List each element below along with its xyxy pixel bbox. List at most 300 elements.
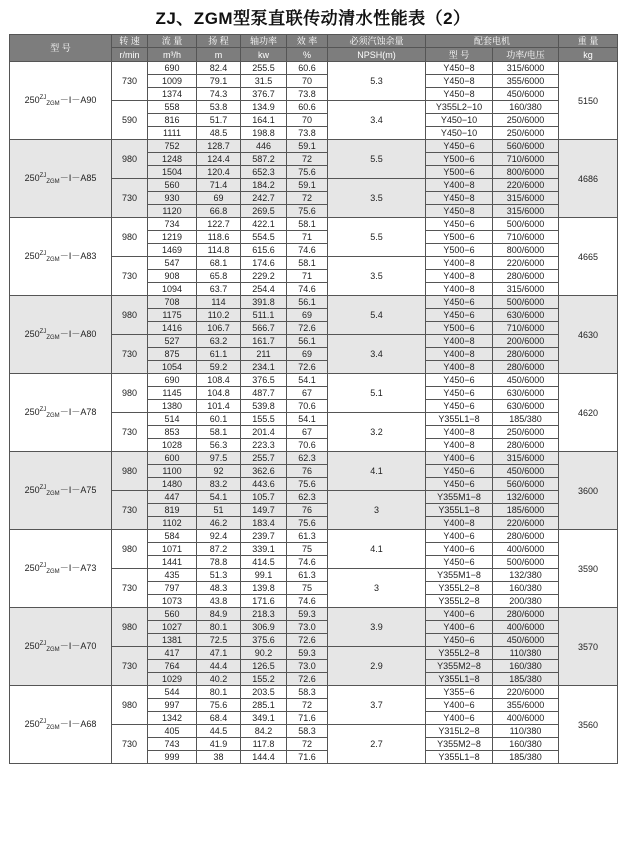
flow-cell: 558 — [148, 101, 197, 114]
table-row — [10, 452, 618, 465]
efficiency-cell: 69 — [287, 309, 328, 322]
shaft-power-cell: 554.5 — [241, 231, 287, 244]
speed-cell: 980 — [112, 374, 148, 413]
motor-model-cell: Y450−8 — [426, 75, 493, 88]
head-cell: 78.8 — [197, 556, 241, 569]
shaft-power-cell: 285.1 — [241, 699, 287, 712]
speed-cell: 980 — [112, 452, 148, 491]
head-cell: 51.3 — [197, 569, 241, 582]
flow-cell: 1374 — [148, 88, 197, 101]
motor-model-cell: Y400−8 — [426, 270, 493, 283]
flow-cell: 1381 — [148, 634, 197, 647]
efficiency-cell: 62.3 — [287, 452, 328, 465]
motor-power-voltage-cell: 315/6000 — [493, 192, 559, 205]
flow-cell: 1102 — [148, 517, 197, 530]
pump-model-suffix: －Ⅰ－A70 — [59, 640, 97, 651]
flow-cell: 930 — [148, 192, 197, 205]
speed-cell: 730 — [112, 569, 148, 608]
speed-cell: 730 — [112, 725, 148, 764]
head-cell: 44.4 — [197, 660, 241, 673]
efficiency-cell: 56.1 — [287, 296, 328, 309]
speed-cell: 730 — [112, 491, 148, 530]
motor-power-voltage-cell: 160/380 — [493, 101, 559, 114]
efficiency-cell: 67 — [287, 387, 328, 400]
efficiency-cell: 70 — [287, 75, 328, 88]
npsh-cell: 4.1 — [328, 530, 426, 569]
pump-block — [10, 530, 618, 608]
speed-cell: 730 — [112, 647, 148, 686]
pump-model-sup: ZJ — [39, 406, 47, 413]
npsh-cell: 5.5 — [328, 218, 426, 257]
motor-power-voltage-cell: 355/6000 — [493, 699, 559, 712]
efficiency-cell: 75.6 — [287, 517, 328, 530]
head-cell: 46.2 — [197, 517, 241, 530]
header-npsh: 必须汽蚀余量 — [328, 35, 426, 48]
speed-cell: 980 — [112, 686, 148, 725]
motor-power-voltage-cell: 185/380 — [493, 751, 559, 764]
flow-cell: 1094 — [148, 283, 197, 296]
table-row — [10, 62, 618, 75]
motor-power-voltage-cell: 110/380 — [493, 647, 559, 660]
head-cell: 97.5 — [197, 452, 241, 465]
speed-cell: 730 — [112, 179, 148, 218]
motor-power-voltage-cell: 630/6000 — [493, 387, 559, 400]
shaft-power-cell: 242.7 — [241, 192, 287, 205]
head-cell: 124.4 — [197, 153, 241, 166]
head-cell: 59.2 — [197, 361, 241, 374]
head-cell: 106.7 — [197, 322, 241, 335]
efficiency-cell: 70.6 — [287, 400, 328, 413]
motor-power-voltage-cell: 630/6000 — [493, 309, 559, 322]
motor-model-cell: Y450−6 — [426, 634, 493, 647]
flow-cell: 547 — [148, 257, 197, 270]
head-cell: 41.9 — [197, 738, 241, 751]
pump-model — [10, 140, 112, 218]
motor-power-voltage-cell: 185/380 — [493, 673, 559, 686]
flow-cell: 708 — [148, 296, 197, 309]
motor-power-voltage-cell: 200/380 — [493, 595, 559, 608]
pump-block — [10, 140, 618, 218]
shaft-power-cell: 198.8 — [241, 127, 287, 140]
motor-model-cell: Y355L2−8 — [426, 582, 493, 595]
motor-model-cell: Y400−8 — [426, 179, 493, 192]
motor-model-cell: Y355M2−8 — [426, 660, 493, 673]
head-cell: 63.2 — [197, 335, 241, 348]
efficiency-cell: 71.6 — [287, 751, 328, 764]
motor-power-voltage-cell: 160/380 — [493, 738, 559, 751]
motor-power-voltage-cell: 160/380 — [493, 582, 559, 595]
header-weight: 重 量 — [559, 35, 618, 48]
motor-model-cell: Y450−8 — [426, 192, 493, 205]
flow-cell: 435 — [148, 569, 197, 582]
shaft-power-cell: 155.5 — [241, 413, 287, 426]
npsh-cell: 3.7 — [328, 686, 426, 725]
motor-model-cell: Y355L2−10 — [426, 101, 493, 114]
flow-cell: 514 — [148, 413, 197, 426]
shaft-power-cell: 362.6 — [241, 465, 287, 478]
motor-model-cell: Y500−6 — [426, 153, 493, 166]
motor-model-cell: Y400−6 — [426, 699, 493, 712]
motor-model-cell: Y355L1−8 — [426, 413, 493, 426]
pump-model — [10, 62, 112, 140]
shaft-power-cell: 587.2 — [241, 153, 287, 166]
efficiency-cell: 59.3 — [287, 647, 328, 660]
motor-model-cell: Y400−6 — [426, 530, 493, 543]
motor-model-cell: Y400−8 — [426, 426, 493, 439]
motor-power-voltage-cell: 220/6000 — [493, 257, 559, 270]
efficiency-cell: 75.6 — [287, 478, 328, 491]
shaft-power-cell: 376.7 — [241, 88, 287, 101]
flow-cell: 1342 — [148, 712, 197, 725]
motor-model-cell: Y355L1−8 — [426, 751, 493, 764]
motor-model-cell: Y355M2−8 — [426, 738, 493, 751]
head-cell: 114 — [197, 296, 241, 309]
pump-model-suffix: －Ⅰ－A73 — [59, 562, 97, 573]
motor-model-cell: Y450−6 — [426, 556, 493, 569]
head-cell: 82.4 — [197, 62, 241, 75]
pump-block — [10, 608, 618, 686]
shaft-power-cell: 117.8 — [241, 738, 287, 751]
efficiency-cell: 58.3 — [287, 686, 328, 699]
weight-cell: 4686 — [559, 140, 618, 218]
flow-cell: 1469 — [148, 244, 197, 257]
head-cell: 92 — [197, 465, 241, 478]
flow-cell: 1219 — [148, 231, 197, 244]
header-head-unit: m — [197, 48, 241, 62]
pump-model-sup: ZJ — [39, 172, 47, 179]
flow-cell: 819 — [148, 504, 197, 517]
motor-power-voltage-cell: 250/6000 — [493, 426, 559, 439]
shaft-power-cell: 218.3 — [241, 608, 287, 621]
motor-model-cell: Y355L2−8 — [426, 595, 493, 608]
motor-power-voltage-cell: 280/6000 — [493, 530, 559, 543]
efficiency-cell: 54.1 — [287, 413, 328, 426]
motor-model-cell: Y400−6 — [426, 621, 493, 634]
motor-power-voltage-cell: 132/380 — [493, 569, 559, 582]
flow-cell: 1028 — [148, 439, 197, 452]
head-cell: 66.8 — [197, 205, 241, 218]
npsh-cell: 5.3 — [328, 62, 426, 101]
efficiency-cell: 72 — [287, 699, 328, 712]
shaft-power-cell: 184.2 — [241, 179, 287, 192]
head-cell: 128.7 — [197, 140, 241, 153]
efficiency-cell: 72 — [287, 738, 328, 751]
motor-power-voltage-cell: 315/6000 — [493, 283, 559, 296]
speed-cell: 980 — [112, 218, 148, 257]
flow-cell: 997 — [148, 699, 197, 712]
head-cell: 87.2 — [197, 543, 241, 556]
head-cell: 80.1 — [197, 686, 241, 699]
motor-model-cell: Y400−8 — [426, 283, 493, 296]
motor-model-cell: Y355L2−8 — [426, 647, 493, 660]
efficiency-cell: 58.1 — [287, 218, 328, 231]
shaft-power-cell: 306.9 — [241, 621, 287, 634]
flow-cell: 1054 — [148, 361, 197, 374]
head-cell: 74.3 — [197, 88, 241, 101]
motor-power-voltage-cell: 500/6000 — [493, 556, 559, 569]
flow-cell: 1380 — [148, 400, 197, 413]
flow-cell: 1073 — [148, 595, 197, 608]
pump-model-sup: ZJ — [39, 328, 47, 335]
efficiency-cell: 70.6 — [287, 439, 328, 452]
header-shaft-power-unit: kw — [241, 48, 287, 62]
motor-model-cell: Y450−6 — [426, 387, 493, 400]
header-flow: 流 量 — [148, 35, 197, 48]
shaft-power-cell: 105.7 — [241, 491, 287, 504]
head-cell: 38 — [197, 751, 241, 764]
efficiency-cell: 76 — [287, 465, 328, 478]
efficiency-cell: 74.6 — [287, 556, 328, 569]
pump-model — [10, 452, 112, 530]
motor-power-voltage-cell: 280/6000 — [493, 348, 559, 361]
flow-cell: 1416 — [148, 322, 197, 335]
motor-model-cell: Y355L1−8 — [426, 504, 493, 517]
motor-power-voltage-cell: 630/6000 — [493, 400, 559, 413]
header-flow-unit: m³/h — [148, 48, 197, 62]
head-cell: 101.4 — [197, 400, 241, 413]
motor-model-cell: Y450−10 — [426, 114, 493, 127]
head-cell: 92.4 — [197, 530, 241, 543]
header-model: 型 号 — [10, 35, 112, 62]
motor-power-voltage-cell: 280/6000 — [493, 439, 559, 452]
table-row — [10, 686, 618, 699]
motor-model-cell: Y400−8 — [426, 257, 493, 270]
motor-power-voltage-cell: 500/6000 — [493, 218, 559, 231]
shaft-power-cell: 269.5 — [241, 205, 287, 218]
efficiency-cell: 62.3 — [287, 491, 328, 504]
pump-model-sup: ZJ — [39, 94, 47, 101]
shaft-power-cell: 183.4 — [241, 517, 287, 530]
head-cell: 104.8 — [197, 387, 241, 400]
npsh-cell: 2.9 — [328, 647, 426, 686]
flow-cell: 797 — [148, 582, 197, 595]
shaft-power-cell: 99.1 — [241, 569, 287, 582]
flow-cell: 1100 — [148, 465, 197, 478]
shaft-power-cell: 31.5 — [241, 75, 287, 88]
efficiency-cell: 74.6 — [287, 244, 328, 257]
flow-cell: 752 — [148, 140, 197, 153]
speed-cell: 980 — [112, 608, 148, 647]
pump-model-base: 250 — [24, 562, 40, 573]
shaft-power-cell: 164.1 — [241, 114, 287, 127]
shaft-power-cell: 229.2 — [241, 270, 287, 283]
shaft-power-cell: 255.5 — [241, 62, 287, 75]
shaft-power-cell: 511.1 — [241, 309, 287, 322]
table-row — [10, 608, 618, 621]
header-head: 扬 程 — [197, 35, 241, 48]
pump-model-base: 250 — [24, 250, 40, 261]
pump-model-sub: ZGM — [46, 100, 60, 107]
flow-cell: 560 — [148, 179, 197, 192]
head-cell: 69 — [197, 192, 241, 205]
pump-model — [10, 608, 112, 686]
head-cell: 48.3 — [197, 582, 241, 595]
head-cell: 40.2 — [197, 673, 241, 686]
pump-model-base: 250 — [24, 640, 40, 651]
pump-model — [10, 530, 112, 608]
efficiency-cell: 70 — [287, 114, 328, 127]
motor-power-voltage-cell: 400/6000 — [493, 621, 559, 634]
table-row — [10, 140, 618, 153]
pump-model-sub: ZGM — [46, 490, 60, 497]
header-motor-model: 型 号 — [426, 48, 493, 62]
shaft-power-cell: 90.2 — [241, 647, 287, 660]
weight-cell: 4665 — [559, 218, 618, 296]
efficiency-cell: 58.1 — [287, 257, 328, 270]
pump-model-base: 250 — [24, 172, 40, 183]
shaft-power-cell: 652.3 — [241, 166, 287, 179]
flow-cell: 1071 — [148, 543, 197, 556]
npsh-cell: 3.9 — [328, 608, 426, 647]
efficiency-cell: 60.6 — [287, 101, 328, 114]
head-cell: 56.3 — [197, 439, 241, 452]
weight-cell: 3600 — [559, 452, 618, 530]
motor-model-cell: Y500−6 — [426, 231, 493, 244]
motor-model-cell: Y400−8 — [426, 348, 493, 361]
pump-model-suffix: －Ⅰ－A75 — [59, 484, 97, 495]
speed-cell: 730 — [112, 335, 148, 374]
speed-cell: 730 — [112, 257, 148, 296]
motor-model-cell: Y450−6 — [426, 374, 493, 387]
table-header — [10, 35, 618, 62]
flow-cell: 875 — [148, 348, 197, 361]
pump-model-base: 250 — [24, 328, 40, 339]
motor-power-voltage-cell: 800/6000 — [493, 166, 559, 179]
head-cell: 75.6 — [197, 699, 241, 712]
shaft-power-cell: 339.1 — [241, 543, 287, 556]
motor-power-voltage-cell: 185/380 — [493, 413, 559, 426]
flow-cell: 690 — [148, 374, 197, 387]
head-cell: 118.6 — [197, 231, 241, 244]
efficiency-cell: 75.6 — [287, 166, 328, 179]
flow-cell: 1027 — [148, 621, 197, 634]
motor-model-cell: Y450−8 — [426, 62, 493, 75]
pump-model-sup: ZJ — [39, 718, 47, 725]
pump-model-suffix: －Ⅰ－A85 — [59, 172, 97, 183]
performance-table — [9, 34, 618, 764]
pump-model-suffix: －Ⅰ－A83 — [59, 250, 97, 261]
motor-power-voltage-cell: 280/6000 — [493, 361, 559, 374]
flow-cell: 853 — [148, 426, 197, 439]
npsh-cell: 3.2 — [328, 413, 426, 452]
efficiency-cell: 73.8 — [287, 127, 328, 140]
head-cell: 80.1 — [197, 621, 241, 634]
pump-model-sub: ZGM — [46, 178, 60, 185]
shaft-power-cell: 566.7 — [241, 322, 287, 335]
efficiency-cell: 67 — [287, 426, 328, 439]
shaft-power-cell: 254.4 — [241, 283, 287, 296]
motor-power-voltage-cell: 560/6000 — [493, 478, 559, 491]
npsh-cell: 5.5 — [328, 140, 426, 179]
shaft-power-cell: 376.5 — [241, 374, 287, 387]
shaft-power-cell: 144.4 — [241, 751, 287, 764]
flow-cell: 908 — [148, 270, 197, 283]
efficiency-cell: 75 — [287, 582, 328, 595]
shaft-power-cell: 239.7 — [241, 530, 287, 543]
motor-model-cell: Y355L1−8 — [426, 673, 493, 686]
efficiency-cell: 71.6 — [287, 712, 328, 725]
head-cell: 84.9 — [197, 608, 241, 621]
pump-block — [10, 62, 618, 140]
header-weight-unit: kg — [559, 48, 618, 62]
motor-model-cell: Y450−8 — [426, 205, 493, 218]
shaft-power-cell: 203.5 — [241, 686, 287, 699]
efficiency-cell: 73.8 — [287, 88, 328, 101]
flow-cell: 816 — [148, 114, 197, 127]
shaft-power-cell: 375.6 — [241, 634, 287, 647]
npsh-cell: 3.4 — [328, 335, 426, 374]
motor-power-voltage-cell: 250/6000 — [493, 127, 559, 140]
npsh-cell: 3.5 — [328, 179, 426, 218]
head-cell: 71.4 — [197, 179, 241, 192]
header-motor: 配套电机 — [426, 35, 559, 48]
shaft-power-cell: 349.1 — [241, 712, 287, 725]
efficiency-cell: 60.6 — [287, 62, 328, 75]
head-cell: 48.5 — [197, 127, 241, 140]
efficiency-cell: 72 — [287, 153, 328, 166]
weight-cell: 4620 — [559, 374, 618, 452]
npsh-cell: 3.4 — [328, 101, 426, 140]
efficiency-cell: 71 — [287, 231, 328, 244]
pump-model — [10, 296, 112, 374]
flow-cell: 734 — [148, 218, 197, 231]
efficiency-cell: 72.6 — [287, 361, 328, 374]
motor-power-voltage-cell: 185/6000 — [493, 504, 559, 517]
speed-cell: 980 — [112, 296, 148, 335]
speed-cell: 980 — [112, 530, 148, 569]
motor-power-voltage-cell: 132/6000 — [493, 491, 559, 504]
efficiency-cell: 73.0 — [287, 621, 328, 634]
head-cell: 110.2 — [197, 309, 241, 322]
head-cell: 68.4 — [197, 712, 241, 725]
speed-cell: 730 — [112, 62, 148, 101]
motor-power-voltage-cell: 450/6000 — [493, 374, 559, 387]
flow-cell: 600 — [148, 452, 197, 465]
motor-model-cell: Y355−6 — [426, 686, 493, 699]
motor-model-cell: Y500−6 — [426, 166, 493, 179]
shaft-power-cell: 155.2 — [241, 673, 287, 686]
flow-cell: 999 — [148, 751, 197, 764]
flow-cell: 1009 — [148, 75, 197, 88]
pump-model-base: 250 — [24, 406, 40, 417]
head-cell: 114.8 — [197, 244, 241, 257]
shaft-power-cell: 126.5 — [241, 660, 287, 673]
shaft-power-cell: 443.6 — [241, 478, 287, 491]
efficiency-cell: 72.6 — [287, 673, 328, 686]
motor-power-voltage-cell: 250/6000 — [493, 114, 559, 127]
shaft-power-cell: 615.6 — [241, 244, 287, 257]
speed-cell: 980 — [112, 140, 148, 179]
efficiency-cell: 73.0 — [287, 660, 328, 673]
speed-cell: 730 — [112, 413, 148, 452]
flow-cell: 764 — [148, 660, 197, 673]
flow-cell: 1441 — [148, 556, 197, 569]
motor-model-cell: Y400−8 — [426, 439, 493, 452]
motor-model-cell: Y450−6 — [426, 140, 493, 153]
flow-cell: 1120 — [148, 205, 197, 218]
motor-model-cell: Y500−6 — [426, 244, 493, 257]
efficiency-cell: 58.3 — [287, 725, 328, 738]
flow-cell: 405 — [148, 725, 197, 738]
head-cell: 61.1 — [197, 348, 241, 361]
table-row — [10, 374, 618, 387]
pump-model-sub: ZGM — [46, 256, 60, 263]
motor-power-voltage-cell: 315/6000 — [493, 205, 559, 218]
head-cell: 120.4 — [197, 166, 241, 179]
head-cell: 63.7 — [197, 283, 241, 296]
motor-power-voltage-cell: 355/6000 — [493, 75, 559, 88]
npsh-cell: 3.5 — [328, 257, 426, 296]
